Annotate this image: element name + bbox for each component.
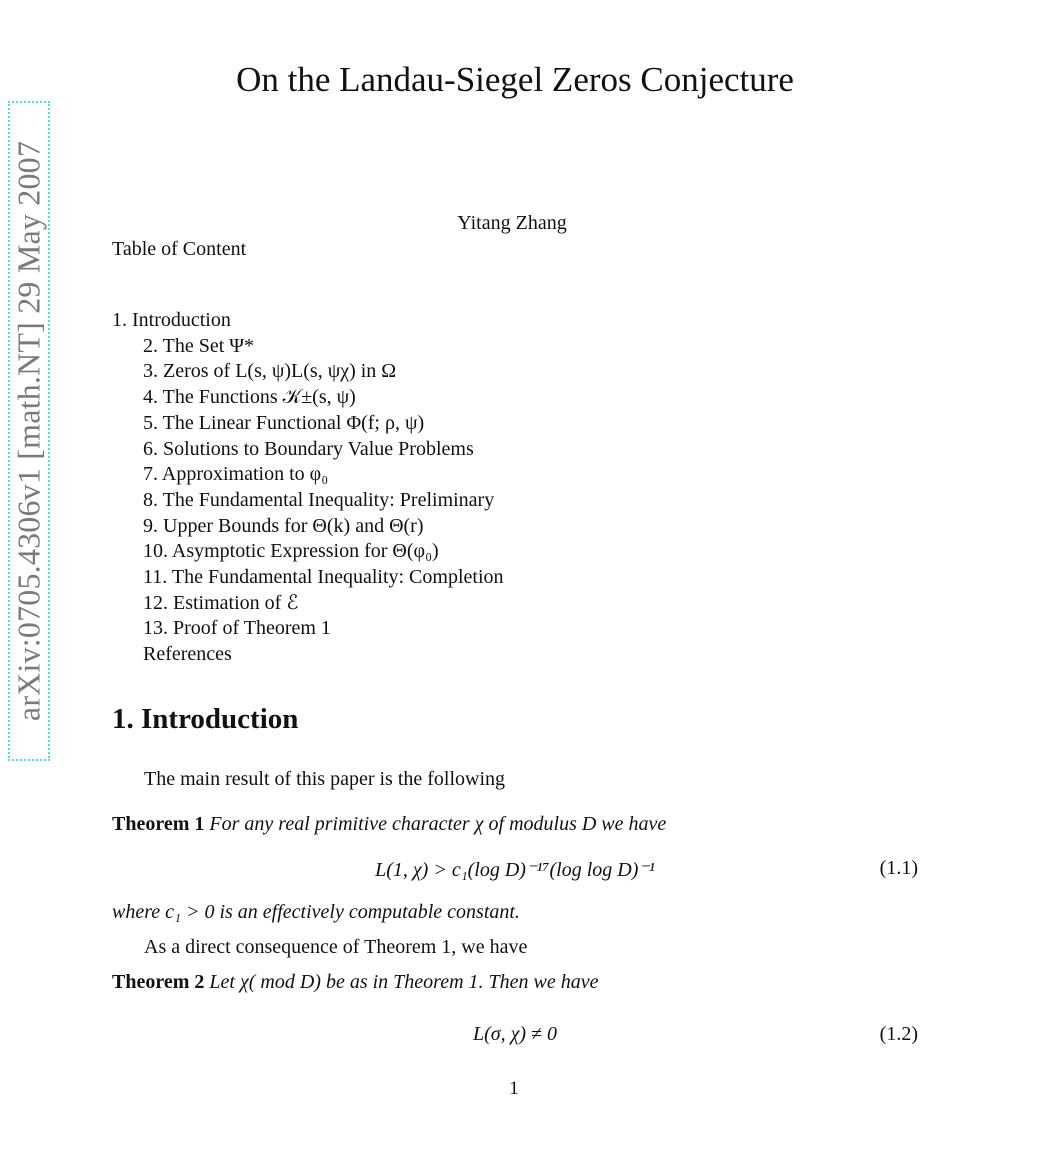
intro-paragraph: The main result of this paper is the following (144, 768, 506, 790)
toc-item: 4. The Functions 𝒦±(s, ψ) (143, 386, 356, 409)
theorem-2 (112, 971, 599, 994)
toc-item: 9. Upper Bounds for Θ(k) and Θ(r) (143, 514, 424, 537)
toc-item: 7. Approximation to φ₀ (143, 463, 329, 486)
toc-item: 1. Introduction (112, 309, 231, 331)
equation-1-2-body: L(σ, χ) ≠ 0 (472, 1023, 558, 1045)
arxiv-stamp-text: arXiv:0705.4306v1 [math.NT] 29 May 2007 (10, 140, 47, 722)
theorem-1-continuation: where c₁ > 0 is an effectively computable constant. (112, 901, 520, 923)
theorem-2-label: Theorem 2 (112, 971, 205, 993)
toc-item: 13. Proof of Theorem 1 (143, 617, 331, 640)
theorem-1 (112, 813, 666, 836)
paper-title: On the Landau-Siegel Zeros Conjecture (236, 60, 794, 99)
author-name: Yitang Zhang (457, 212, 567, 234)
toc-item: 12. Estimation of ℰ (143, 591, 299, 614)
toc-item: 11. The Fundamental Inequality: Completion (143, 566, 504, 589)
table-of-contents (112, 308, 504, 668)
toc-heading: Table of Content (112, 238, 247, 260)
toc-item: References (143, 643, 232, 666)
equation-1-1-body: L(1, χ) > c₁(log D)⁻¹⁷(log log D)⁻¹ (375, 859, 655, 881)
equation-1-1 (112, 857, 918, 885)
toc-item: 5. The Linear Functional Φ(f; ρ, ψ) (143, 411, 425, 434)
arxiv-stamp (8, 101, 50, 761)
toc-item: 10. Asymptotic Expression for Θ(φ₀) (143, 540, 439, 563)
theorem-2-text: Let χ( mod D) be as in Theorem 1. Then we have (209, 971, 599, 993)
equation-1-1-number: (1.1) (879, 857, 918, 879)
toc-item: 2. The Set Ψ* (143, 334, 255, 357)
section-heading-introduction: 1. Introduction (112, 703, 299, 735)
consequence-paragraph: As a direct consequence of Theorem 1, we have (144, 936, 528, 958)
toc-item: 6. Solutions to Boundary Value Problems (143, 437, 474, 460)
theorem-1-label: Theorem 1 (112, 813, 205, 835)
toc-item: 3. Zeros of L(s, ψ)L(s, ψχ) in Ω (143, 360, 397, 383)
equation-1-2 (112, 1023, 918, 1051)
page-number: 1 (509, 1078, 519, 1099)
equation-1-2-number: (1.2) (879, 1023, 918, 1045)
theorem-1-text: For any real primitive character χ of modulus D we have (209, 813, 667, 835)
toc-item: 8. The Fundamental Inequality: Preliminary (143, 488, 495, 511)
